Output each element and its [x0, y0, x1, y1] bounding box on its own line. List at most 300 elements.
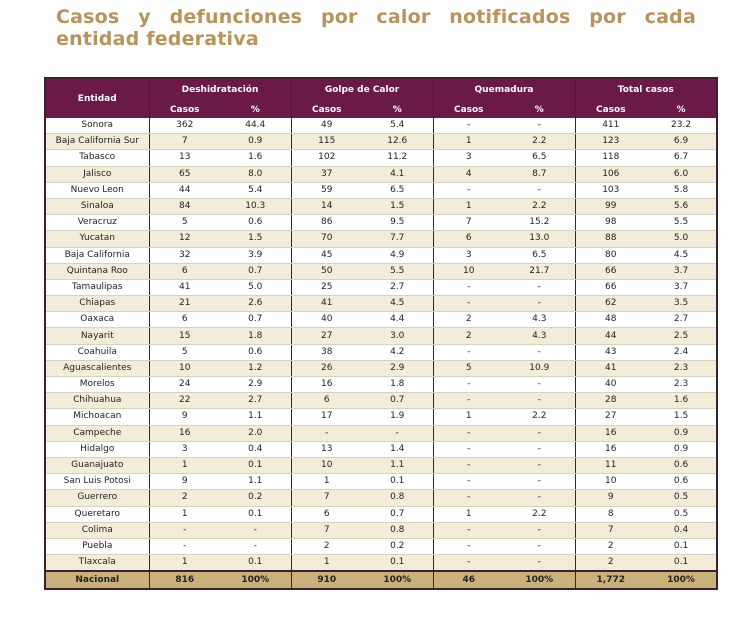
percent-cell: 1.8 [362, 377, 433, 393]
percent-cell: 0.4 [220, 441, 291, 457]
entity-name-cell: Baja California Sur [45, 134, 149, 150]
percent-cell: 44.4 [220, 118, 291, 134]
heat-cases-table [44, 77, 718, 590]
cases-cell: 2 [433, 328, 504, 344]
table-row [45, 150, 717, 166]
table-row [45, 555, 717, 572]
cases-cell: 102 [291, 150, 362, 166]
table-row [45, 506, 717, 522]
cases-cell: - [149, 522, 220, 538]
percent-cell: - [504, 555, 575, 572]
percent-cell: - [504, 344, 575, 360]
cases-cell: 1 [149, 555, 220, 572]
percent-cell: 1.1 [362, 457, 433, 473]
percent-cell: 1.5 [220, 231, 291, 247]
cases-cell: 118 [575, 150, 646, 166]
percent-cell: 5.5 [362, 263, 433, 279]
table-row [45, 118, 717, 134]
cases-cell: 40 [291, 312, 362, 328]
cases-cell: 80 [575, 247, 646, 263]
percent-cell: 11.2 [362, 150, 433, 166]
percent-cell: 23.2 [646, 118, 717, 134]
percent-cell: 21.7 [504, 263, 575, 279]
percent-cell: 0.5 [646, 506, 717, 522]
cases-cell: 6 [149, 312, 220, 328]
percent-cell: 2.2 [504, 134, 575, 150]
cases-cell: 38 [291, 344, 362, 360]
total-cell: 100% [362, 571, 433, 589]
percent-cell: 0.1 [220, 506, 291, 522]
sub-header-casos: Casos [575, 101, 646, 118]
table-row [45, 522, 717, 538]
percent-cell: 5.0 [220, 279, 291, 295]
cases-cell: 2 [291, 538, 362, 554]
cases-cell: 10 [149, 360, 220, 376]
cases-cell: 37 [291, 166, 362, 182]
group-header-quemadura: Quemadura [433, 78, 575, 101]
cases-cell: 2 [433, 312, 504, 328]
table-row [45, 441, 717, 457]
cases-cell: 1 [433, 198, 504, 214]
table-row [45, 474, 717, 490]
cases-cell: 41 [149, 279, 220, 295]
cases-cell: 66 [575, 279, 646, 295]
cases-cell: 28 [575, 393, 646, 409]
cases-cell: - [149, 538, 220, 554]
cases-cell: - [433, 474, 504, 490]
percent-cell: 8.0 [220, 166, 291, 182]
percent-cell: - [504, 441, 575, 457]
entity-name-cell: Colima [45, 522, 149, 538]
percent-cell: 3.5 [646, 296, 717, 312]
percent-cell: 3.7 [646, 279, 717, 295]
percent-cell: 0.1 [362, 474, 433, 490]
percent-cell: 4.3 [504, 328, 575, 344]
percent-cell: 6.5 [504, 247, 575, 263]
percent-cell: 2.9 [220, 377, 291, 393]
cases-cell: 21 [149, 296, 220, 312]
percent-cell: 5.8 [646, 182, 717, 198]
percent-cell: 10.3 [220, 198, 291, 214]
table-row [45, 425, 717, 441]
cases-cell: 70 [291, 231, 362, 247]
cases-cell: 44 [149, 182, 220, 198]
sub-header-casos: Casos [291, 101, 362, 118]
percent-cell: 5.6 [646, 198, 717, 214]
percent-cell: 0.6 [220, 215, 291, 231]
cases-cell: 7 [149, 134, 220, 150]
cases-cell: 123 [575, 134, 646, 150]
percent-cell: - [504, 296, 575, 312]
cases-cell: 41 [291, 296, 362, 312]
cases-cell: - [433, 377, 504, 393]
cases-cell: 7 [575, 522, 646, 538]
percent-cell: 4.4 [362, 312, 433, 328]
percent-cell: 0.7 [220, 263, 291, 279]
entity-name-cell: Tamaulipas [45, 279, 149, 295]
cases-cell: 4 [433, 166, 504, 182]
percent-cell: 0.7 [362, 506, 433, 522]
cases-cell: 16 [575, 425, 646, 441]
cases-cell: - [433, 279, 504, 295]
percent-cell: 0.1 [646, 555, 717, 572]
table-row [45, 409, 717, 425]
percent-cell: 2.4 [646, 344, 717, 360]
entity-name-cell: Puebla [45, 538, 149, 554]
cases-cell: 1 [433, 506, 504, 522]
percent-cell: 2.9 [362, 360, 433, 376]
percent-cell: - [504, 522, 575, 538]
percent-cell: 0.1 [362, 555, 433, 572]
entity-name-cell: Michoacan [45, 409, 149, 425]
percent-cell: 0.4 [646, 522, 717, 538]
table-row [45, 296, 717, 312]
percent-cell: 0.1 [220, 555, 291, 572]
cases-cell: 5 [149, 344, 220, 360]
percent-cell: 0.1 [220, 457, 291, 473]
percent-cell: 2.3 [646, 377, 717, 393]
cases-cell: 6 [149, 263, 220, 279]
entity-name-cell: Nayarit [45, 328, 149, 344]
percent-cell: 0.7 [220, 312, 291, 328]
cases-cell: - [433, 393, 504, 409]
percent-cell: 6.5 [362, 182, 433, 198]
cases-cell: 62 [575, 296, 646, 312]
entity-name-cell: Coahuila [45, 344, 149, 360]
total-label: Nacional [45, 571, 149, 589]
cases-cell: 25 [291, 279, 362, 295]
cases-cell: 45 [291, 247, 362, 263]
cases-cell: 106 [575, 166, 646, 182]
percent-cell: 4.5 [362, 296, 433, 312]
percent-cell: - [220, 522, 291, 538]
cases-cell: 48 [575, 312, 646, 328]
sub-header-percent: % [504, 101, 575, 118]
percent-cell: 2.7 [646, 312, 717, 328]
percent-cell: 6.7 [646, 150, 717, 166]
cases-cell: 13 [291, 441, 362, 457]
cases-cell: 1 [433, 134, 504, 150]
cases-cell: 86 [291, 215, 362, 231]
total-row [45, 571, 717, 589]
cases-cell: - [433, 425, 504, 441]
entity-name-cell: Sinaloa [45, 198, 149, 214]
cases-cell: 3 [433, 150, 504, 166]
cases-cell: 7 [291, 490, 362, 506]
cases-cell: 12 [149, 231, 220, 247]
cases-cell: 22 [149, 393, 220, 409]
percent-cell: 0.6 [646, 474, 717, 490]
percent-cell: 1.1 [220, 474, 291, 490]
cases-cell: 6 [433, 231, 504, 247]
percent-cell: 0.9 [646, 425, 717, 441]
percent-cell: 3.0 [362, 328, 433, 344]
entity-name-cell: Campeche [45, 425, 149, 441]
cases-cell: - [433, 522, 504, 538]
entity-name-cell: Guerrero [45, 490, 149, 506]
percent-cell: 4.2 [362, 344, 433, 360]
percent-cell: 2.2 [504, 409, 575, 425]
percent-cell: 1.9 [362, 409, 433, 425]
entity-name-cell: Chihuahua [45, 393, 149, 409]
cases-cell: 9 [149, 474, 220, 490]
percent-cell: 6.0 [646, 166, 717, 182]
table-row [45, 457, 717, 473]
cases-cell: - [433, 490, 504, 506]
percent-cell: 4.1 [362, 166, 433, 182]
percent-cell: 12.6 [362, 134, 433, 150]
percent-cell: 0.9 [220, 134, 291, 150]
table-row [45, 377, 717, 393]
cases-cell: - [291, 425, 362, 441]
cases-cell: 2 [149, 490, 220, 506]
percent-cell: 2.6 [220, 296, 291, 312]
entity-name-cell: Queretaro [45, 506, 149, 522]
entity-name-cell: Tlaxcala [45, 555, 149, 572]
table-row [45, 198, 717, 214]
cases-cell: 1 [149, 506, 220, 522]
percent-cell: 2.0 [220, 425, 291, 441]
entity-name-cell: Guanajuato [45, 457, 149, 473]
percent-cell: 0.1 [646, 538, 717, 554]
sub-header-casos: Casos [433, 101, 504, 118]
percent-cell: - [362, 425, 433, 441]
percent-cell: 2.7 [220, 393, 291, 409]
percent-cell: 1.5 [362, 198, 433, 214]
percent-cell: 1.6 [220, 150, 291, 166]
percent-cell: - [504, 279, 575, 295]
table-row [45, 166, 717, 182]
table-row [45, 312, 717, 328]
cases-cell: 88 [575, 231, 646, 247]
table-row [45, 182, 717, 198]
percent-cell: 0.9 [646, 441, 717, 457]
percent-cell: 4.3 [504, 312, 575, 328]
percent-cell: 0.6 [646, 457, 717, 473]
cases-cell: 5 [433, 360, 504, 376]
cases-cell: 15 [149, 328, 220, 344]
percent-cell: - [220, 538, 291, 554]
percent-cell: - [504, 457, 575, 473]
cases-cell: 115 [291, 134, 362, 150]
percent-cell: 7.7 [362, 231, 433, 247]
cases-cell: - [433, 441, 504, 457]
cases-cell: 65 [149, 166, 220, 182]
cases-cell: 27 [575, 409, 646, 425]
cases-cell: 24 [149, 377, 220, 393]
cases-cell: 84 [149, 198, 220, 214]
table-row [45, 328, 717, 344]
sub-header-percent: % [646, 101, 717, 118]
group-header-golpe-de-calor: Golpe de Calor [291, 78, 433, 101]
percent-cell: - [504, 393, 575, 409]
total-cell: 910 [291, 571, 362, 589]
cases-cell: 66 [575, 263, 646, 279]
cases-cell: 6 [291, 506, 362, 522]
cases-cell: 103 [575, 182, 646, 198]
cases-cell: 10 [291, 457, 362, 473]
cases-cell: 411 [575, 118, 646, 134]
cases-cell: - [433, 555, 504, 572]
entity-name-cell: Yucatan [45, 231, 149, 247]
cases-cell: - [433, 296, 504, 312]
cases-cell: - [433, 538, 504, 554]
percent-cell: 1.4 [362, 441, 433, 457]
cases-cell: 17 [291, 409, 362, 425]
table-row [45, 344, 717, 360]
cases-cell: 10 [575, 474, 646, 490]
cases-cell: 50 [291, 263, 362, 279]
percent-cell: 5.4 [220, 182, 291, 198]
cases-cell: 40 [575, 377, 646, 393]
percent-cell: - [504, 118, 575, 134]
entity-name-cell: Chiapas [45, 296, 149, 312]
percent-cell: 0.2 [220, 490, 291, 506]
table-row [45, 231, 717, 247]
cases-cell: 2 [575, 538, 646, 554]
table-row [45, 263, 717, 279]
entity-name-cell: Morelos [45, 377, 149, 393]
cases-cell: - [433, 182, 504, 198]
entity-column-header: Entidad [45, 78, 149, 118]
entity-name-cell: Baja California [45, 247, 149, 263]
percent-cell: 2.3 [646, 360, 717, 376]
cases-cell: 3 [433, 247, 504, 263]
percent-cell: 10.9 [504, 360, 575, 376]
cases-cell: 16 [149, 425, 220, 441]
percent-cell: 0.8 [362, 522, 433, 538]
total-cell: 46 [433, 571, 504, 589]
percent-cell: 2.5 [646, 328, 717, 344]
percent-cell: 2.2 [504, 198, 575, 214]
table-body [45, 118, 717, 571]
entity-name-cell: Tabasco [45, 150, 149, 166]
cases-cell: 1 [291, 555, 362, 572]
percent-cell: 1.8 [220, 328, 291, 344]
percent-cell: 0.5 [646, 490, 717, 506]
percent-cell: 8.7 [504, 166, 575, 182]
total-cell: 816 [149, 571, 220, 589]
percent-cell: 6.5 [504, 150, 575, 166]
percent-cell: 5.5 [646, 215, 717, 231]
percent-cell: 1.6 [646, 393, 717, 409]
percent-cell: - [504, 377, 575, 393]
cases-cell: 44 [575, 328, 646, 344]
cases-cell: 16 [575, 441, 646, 457]
cases-cell: - [433, 118, 504, 134]
total-cell: 1,772 [575, 571, 646, 589]
cases-cell: 27 [291, 328, 362, 344]
cases-cell: 7 [291, 522, 362, 538]
entity-name-cell: San Luis Potosi [45, 474, 149, 490]
cases-cell: 3 [149, 441, 220, 457]
table-row [45, 360, 717, 376]
entity-name-cell: Aguascalientes [45, 360, 149, 376]
cases-cell: 1 [149, 457, 220, 473]
percent-cell: 0.8 [362, 490, 433, 506]
cases-cell: 11 [575, 457, 646, 473]
cases-cell: 13 [149, 150, 220, 166]
sub-header-percent: % [362, 101, 433, 118]
cases-cell: 6 [291, 393, 362, 409]
percent-cell: 9.5 [362, 215, 433, 231]
cases-cell: - [433, 457, 504, 473]
percent-cell: 15.2 [504, 215, 575, 231]
table-row [45, 490, 717, 506]
cases-cell: 2 [575, 555, 646, 572]
percent-cell: - [504, 490, 575, 506]
cases-cell: 9 [575, 490, 646, 506]
percent-cell: - [504, 425, 575, 441]
entity-name-cell: Nuevo Leon [45, 182, 149, 198]
percent-cell: 5.0 [646, 231, 717, 247]
percent-cell: 3.9 [220, 247, 291, 263]
cases-cell: 7 [433, 215, 504, 231]
percent-cell: 4.5 [646, 247, 717, 263]
cases-cell: 362 [149, 118, 220, 134]
table-row [45, 134, 717, 150]
percent-cell: 2.7 [362, 279, 433, 295]
cases-cell: 8 [575, 506, 646, 522]
page-title: Casos y defunciones por calor notificados por cada entidad federativa [56, 6, 696, 50]
cases-cell: 32 [149, 247, 220, 263]
cases-cell: 16 [291, 377, 362, 393]
total-cell: 100% [646, 571, 717, 589]
table-row [45, 215, 717, 231]
cases-cell: 99 [575, 198, 646, 214]
entity-name-cell: Quintana Roo [45, 263, 149, 279]
percent-cell: 6.9 [646, 134, 717, 150]
cases-cell: 41 [575, 360, 646, 376]
table-row [45, 393, 717, 409]
percent-cell: 13.0 [504, 231, 575, 247]
group-header-total-casos: Total casos [575, 78, 717, 101]
cases-cell: 1 [433, 409, 504, 425]
percent-cell: 0.7 [362, 393, 433, 409]
cases-cell: 10 [433, 263, 504, 279]
percent-cell: - [504, 474, 575, 490]
total-cell: 100% [220, 571, 291, 589]
total-cell: 100% [504, 571, 575, 589]
percent-cell: 2.2 [504, 506, 575, 522]
percent-cell: 1.2 [220, 360, 291, 376]
table-row [45, 247, 717, 263]
percent-cell: - [504, 182, 575, 198]
sub-header-percent: % [220, 101, 291, 118]
entity-name-cell: Veracruz [45, 215, 149, 231]
sub-header-casos: Casos [149, 101, 220, 118]
entity-name-cell: Sonora [45, 118, 149, 134]
cases-cell: - [433, 344, 504, 360]
cases-cell: 43 [575, 344, 646, 360]
cases-cell: 5 [149, 215, 220, 231]
percent-cell: 5.4 [362, 118, 433, 134]
cases-cell: 26 [291, 360, 362, 376]
percent-cell: 4.9 [362, 247, 433, 263]
percent-cell: 0.6 [220, 344, 291, 360]
entity-name-cell: Jalisco [45, 166, 149, 182]
cases-cell: 1 [291, 474, 362, 490]
cases-cell: 98 [575, 215, 646, 231]
cases-cell: 49 [291, 118, 362, 134]
percent-cell: - [504, 538, 575, 554]
entity-name-cell: Hidalgo [45, 441, 149, 457]
cases-cell: 59 [291, 182, 362, 198]
percent-cell: 3.7 [646, 263, 717, 279]
cases-cell: 14 [291, 198, 362, 214]
group-header-deshidratacion: Deshidratación [149, 78, 291, 101]
table-row [45, 538, 717, 554]
